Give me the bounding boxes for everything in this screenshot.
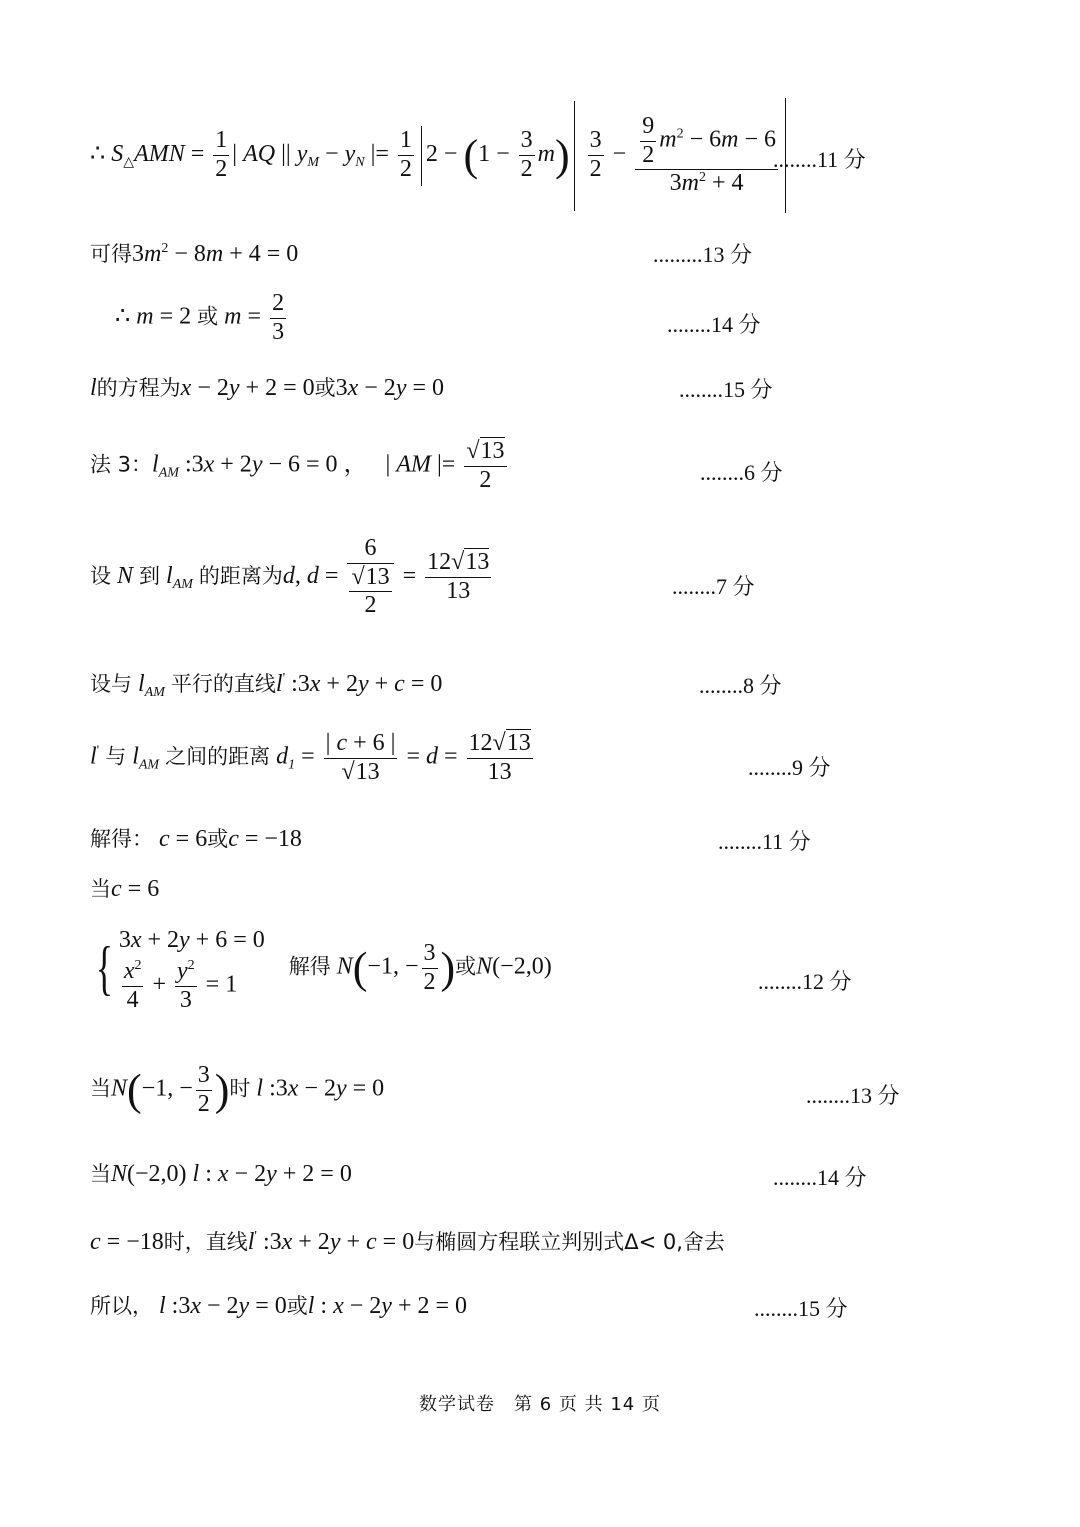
score-line-2: .........13 分 xyxy=(653,242,753,267)
score-line-12: ........13 分 xyxy=(806,1083,900,1108)
label-dang-2: 当 xyxy=(90,1076,111,1101)
or-word: 或 xyxy=(286,1294,308,1318)
equation-d1: l' 与 $l_{AM}$ 之间的距离 $d_1$ = $\frac{| c + 6 |}{√13}$ = d = $\frac{12√13}{13}$ xyxy=(90,730,531,785)
equation-c-values: 解得： c = 6或c = −18 xyxy=(90,826,302,852)
label-method3: 法 3： xyxy=(90,452,153,477)
equation-system: { 3x + 2y + 6 = 0 $\frac{x^2}{4}$ + $\frac{y^2}{3}$ = 1 解得 N(−1, − $\frac{3}{2}$ )或N(−2,0) xyxy=(95,927,552,1013)
label-jiede: 解得： xyxy=(90,827,153,851)
label-yu: 与 xyxy=(105,744,127,769)
label-juli: 的距离为 xyxy=(198,563,283,588)
score-line-8: ........9 分 xyxy=(748,755,831,780)
equation-method3: 法 3：$l_{AM}$ :3x + 2y − 6 = 0 ， | AM |= $\frac{√13}{2}$ xyxy=(90,438,505,493)
equation-line-l: l的方程为x − 2y + 2 = 0或3x − 2y = 0 xyxy=(90,375,445,401)
label-dao: 到 xyxy=(139,563,161,588)
equation-c6: 当c = 6 xyxy=(90,876,160,902)
equation-3m2: 可得$3m^2 - 8m + 4 = 0$ xyxy=(90,241,299,267)
label-shi-zhixian: 时，直线 xyxy=(163,1230,248,1254)
equation-distance-d: 设 N 到 $l_{AM}$ 的距离为d, d = $\frac{6}{\frac{√13}{2}}$ = $\frac{12√13}{13}$ xyxy=(90,535,490,619)
score-line-15: ........15 分 xyxy=(754,1296,848,1321)
label-pingxing: 平行的直线 xyxy=(170,672,276,696)
equation-m-values: ∴ m = 2 或 m = $\frac{2}{3}$ xyxy=(115,290,285,345)
label-she: 设 xyxy=(90,563,111,588)
score-line-9: ........11 分 xyxy=(718,829,811,854)
label-dang: 当 xyxy=(90,877,111,901)
score-line-1: ........11 分 xyxy=(773,147,866,172)
score-line-7: ........8 分 xyxy=(699,673,782,698)
or-word: 或 xyxy=(314,376,336,400)
score-line-11: ........12 分 xyxy=(758,969,852,994)
or-word: 或 xyxy=(455,954,477,979)
equation-n1: 当N(−1, − $\frac{3}{2}$ )时 l :3x − 2y = 0 xyxy=(90,1062,385,1117)
score-line-4: ........15 分 xyxy=(679,377,773,402)
label-sheyu: 设与 xyxy=(90,672,132,696)
or-word: 或 xyxy=(207,827,229,851)
equation-c-neg18: c = −18时，直线l' :3x + 2y + c = 0与椭圆方程联立判别式Δ< 0,舍去 xyxy=(90,1229,725,1255)
or-word: 或 xyxy=(197,304,219,329)
equation-n2: 当N(−2,0) l : x − 2y + 2 = 0 xyxy=(90,1161,352,1187)
label-dang-3: 当 xyxy=(90,1162,111,1186)
equation-parallel: 设与 $l_{AM}$ 平行的直线l' :3x + 2y + c = 0 xyxy=(90,671,443,700)
label-kede: 可得 xyxy=(90,242,132,266)
score-line-13: ........14 分 xyxy=(773,1165,867,1190)
label-jiede-2: 解得 xyxy=(288,954,331,979)
label-shi: 时 xyxy=(229,1076,251,1101)
label-suoyi: 所以， xyxy=(90,1294,153,1318)
equation-area-amn: ∴ $S_\triangle AMN$ = $\frac{1}{2}$ | AQ || $y_M - y_N$ |= $\frac{1}{2}$ 2 − (1 − $\frac{3}{2}$ m) $\frac{3}{2}$ − $\frac{9}{2}$ $m^2 - 6m - 6$ $3m^2 + 4$ xyxy=(90,98,790,213)
page-footer: 数学试卷 第 6 页 共 14 页 xyxy=(419,1394,661,1415)
label-zhijian: 之间的距离 xyxy=(165,744,271,769)
label-discard: 与椭圆方程联立判别式Δ< 0,舍去 xyxy=(414,1230,725,1254)
label-fangcheng: 的方程为 xyxy=(96,376,181,400)
score-line-3: ........14 分 xyxy=(667,312,761,337)
score-line-5: ........6 分 xyxy=(700,460,783,485)
score-line-6: ........7 分 xyxy=(672,574,755,599)
equation-conclusion: 所以， l :3x − 2y = 0或l : x − 2y + 2 = 0 xyxy=(90,1293,468,1319)
